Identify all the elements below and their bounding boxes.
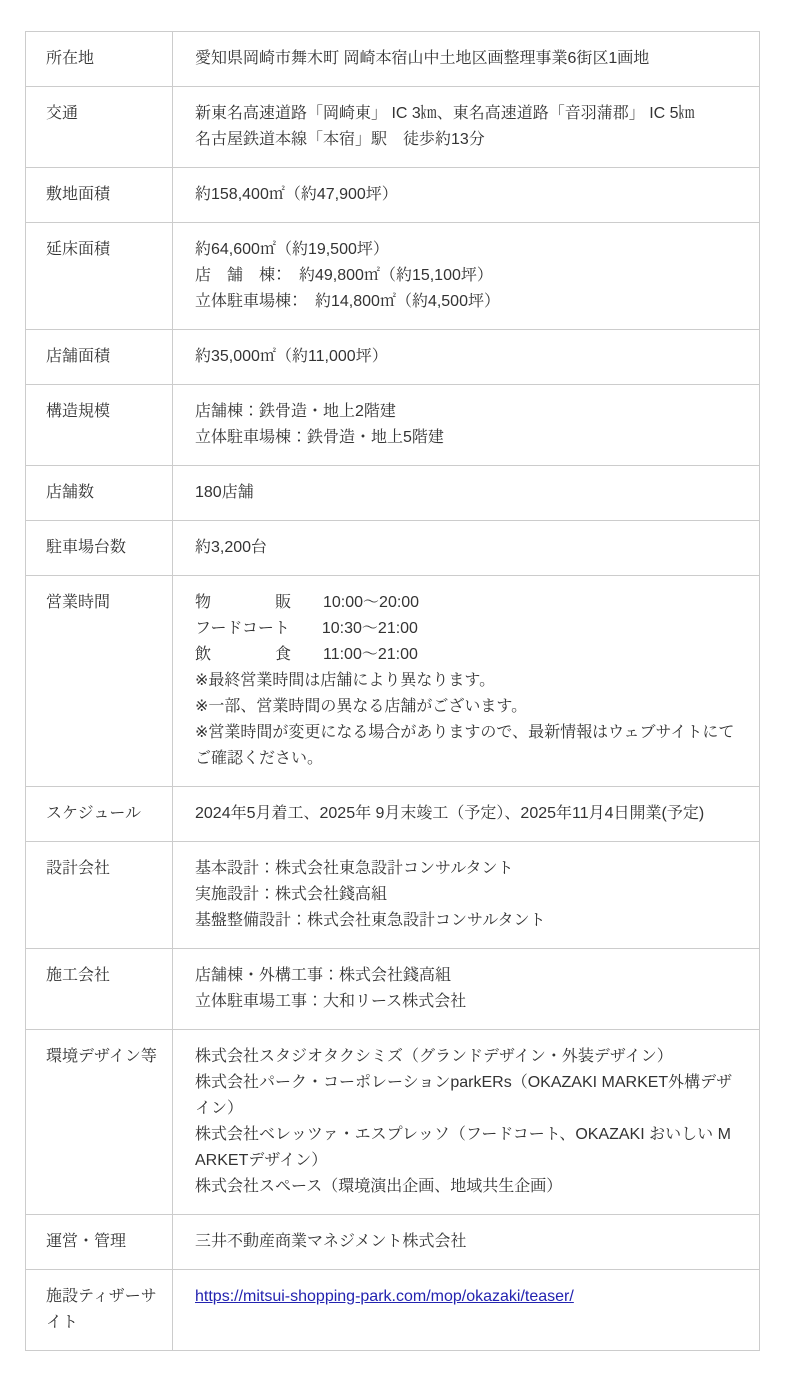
value-line: 立体駐車場工事：大和リース株式会社 <box>195 993 467 1010</box>
row-label: 店舗数 <box>26 466 173 521</box>
value-line: 株式会社パーク・コーポレーションparkERs（OKAZAKI MARKET外構デザイン） <box>195 1074 733 1117</box>
row-value <box>173 949 760 1030</box>
row-value <box>173 168 760 223</box>
table-row <box>26 576 760 787</box>
value-line: 物 販 10:00～20:00 <box>195 594 420 611</box>
table-row <box>26 842 760 949</box>
value-line: ※一部、営業時間の異なる店舗がございます。 <box>195 698 528 715</box>
row-label: 営業時間 <box>26 576 173 787</box>
row-value <box>173 466 760 521</box>
row-label: 駐車場台数 <box>26 521 173 576</box>
row-value <box>173 87 760 168</box>
row-label: 延床面積 <box>26 223 173 330</box>
value-line: 愛知県岡崎市舞木町 岡崎本宿山中土地区画整理事業6街区1画地 <box>195 50 650 67</box>
table-row <box>26 32 760 87</box>
value-line: 約3,200台 <box>195 539 268 556</box>
row-value <box>173 576 760 787</box>
table-row <box>26 949 760 1030</box>
row-label: 施設ティザーサイト <box>26 1270 173 1351</box>
value-line: 立体駐車場棟： 約14,800㎡（約4,500坪） <box>195 293 500 310</box>
row-label: 運営・管理 <box>26 1215 173 1270</box>
value-line: 三井不動産商業マネジメント株式会社 <box>195 1233 467 1250</box>
row-label: スケジュール <box>26 787 173 842</box>
value-line: 店 舗 棟： 約49,800㎡（約15,100坪） <box>195 267 493 284</box>
row-label: 店舗面積 <box>26 330 173 385</box>
row-label: 敷地面積 <box>26 168 173 223</box>
table-row <box>26 787 760 842</box>
table-row <box>26 87 760 168</box>
facility-info-table <box>25 31 760 1351</box>
value-line: 2024年5月着工、2025年 9月末竣工（予定）、2025年11月4日開業(予定) <box>195 805 705 822</box>
value-line: 飲 食 11:00～21:00 <box>195 646 418 663</box>
table-row <box>26 466 760 521</box>
row-value <box>173 223 760 330</box>
value-line: 新東名高速道路「岡崎東」 IC 3㎞、東名高速道路「音羽蒲郡」 IC 5㎞ <box>195 105 695 122</box>
value-line: 実施設計：株式会社錢高組 <box>195 886 388 903</box>
teaser-site-link[interactable]: https://mitsui-shopping-park.com/mop/okazaki/teaser/ <box>195 1288 574 1305</box>
table-row <box>26 223 760 330</box>
value-line: 店舗棟：鉄骨造・地上2階建 <box>195 403 396 420</box>
value-line: 約158,400㎡（約47,900坪） <box>195 186 398 203</box>
row-label: 環境デザイン等 <box>26 1030 173 1215</box>
value-line: 180店舗 <box>195 484 254 501</box>
value-line: 立体駐車場棟：鉄骨造・地上5階建 <box>195 429 444 446</box>
value-line: ※営業時間が変更になる場合がありますので、最新情報はウェブサイトにてご確認ください。 <box>195 724 735 767</box>
row-value <box>173 385 760 466</box>
value-line: フードコート 10:30～21:00 <box>195 620 418 637</box>
value-line <box>195 1284 739 1310</box>
table-row <box>26 168 760 223</box>
row-value <box>173 521 760 576</box>
value-line: 株式会社ベレッツァ・エスプレッソ（フードコート、OKAZAKI おいしい MARKETデザイン） <box>195 1126 731 1169</box>
table-row <box>26 385 760 466</box>
value-line: 基本設計：株式会社東急設計コンサルタント <box>195 860 514 877</box>
value-line: 名古屋鉄道本線「本宿」駅 徒歩約13分 <box>195 131 485 148</box>
row-label: 交通 <box>26 87 173 168</box>
row-label: 所在地 <box>26 32 173 87</box>
row-label: 設計会社 <box>26 842 173 949</box>
row-value <box>173 1270 760 1351</box>
row-label: 施工会社 <box>26 949 173 1030</box>
value-line: 約64,600㎡（約19,500坪） <box>195 241 389 258</box>
row-value <box>173 1030 760 1215</box>
table-row <box>26 1215 760 1270</box>
value-line: 株式会社スペース（環境演出企画、地域共生企画） <box>195 1178 563 1195</box>
table-row <box>26 1030 760 1215</box>
table-row <box>26 330 760 385</box>
row-value <box>173 842 760 949</box>
value-line: 基盤整備設計：株式会社東急設計コンサルタント <box>195 912 546 929</box>
row-value <box>173 330 760 385</box>
row-value <box>173 1215 760 1270</box>
value-line: 約35,000㎡（約11,000坪） <box>195 348 388 365</box>
value-line: 株式会社スタジオタクシミズ（グランドデザイン・外装デザイン） <box>195 1048 673 1065</box>
value-line: ※最終営業時間は店舗により異なります。 <box>195 672 496 689</box>
table-row <box>26 521 760 576</box>
row-label: 構造規模 <box>26 385 173 466</box>
row-value <box>173 787 760 842</box>
facility-info-table-body <box>26 32 760 1351</box>
row-value <box>173 32 760 87</box>
table-row <box>26 1270 760 1351</box>
value-line: 店舗棟・外構工事：株式会社錢高組 <box>195 967 452 984</box>
